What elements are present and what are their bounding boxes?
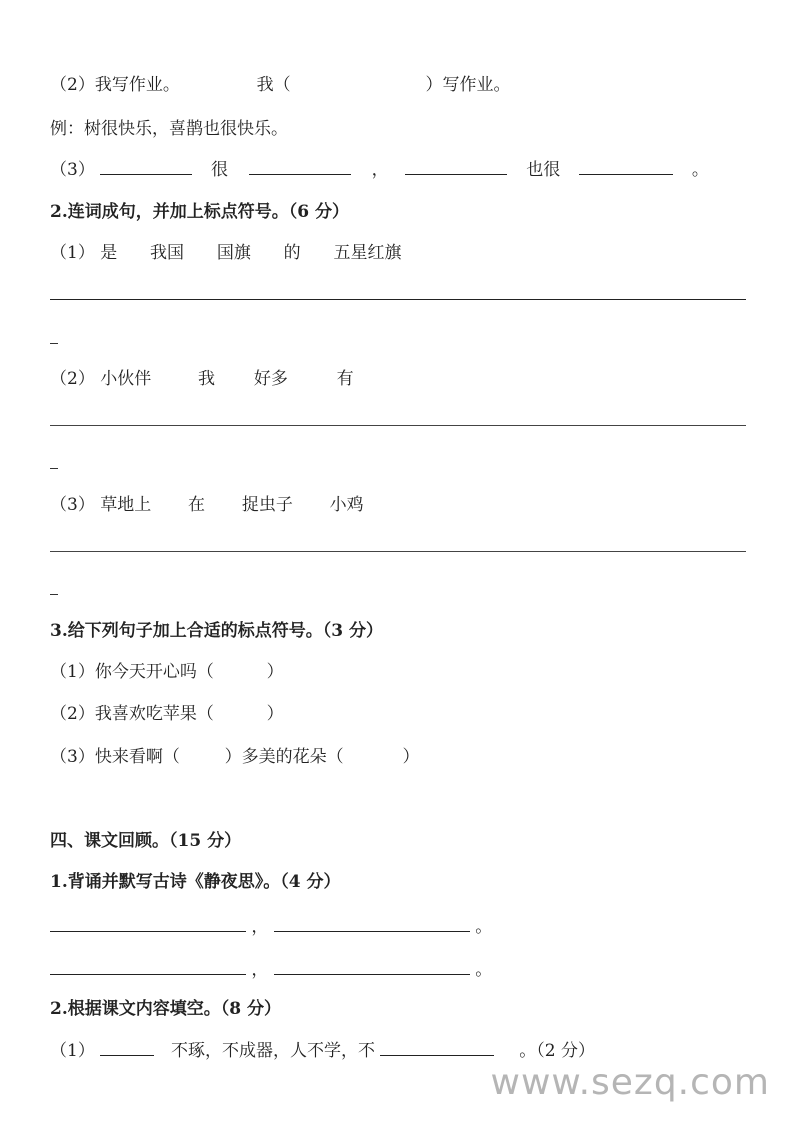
s2-item-3-num: （3） — [50, 495, 95, 515]
s2-item-1-num: （1） — [50, 243, 95, 263]
q3-blank-1[interactable] — [100, 160, 192, 175]
fill-text: 不琢，不成器，人不学，不 — [171, 1041, 376, 1061]
q3-blank-2[interactable] — [249, 160, 351, 175]
s2-title: 2.连词成句，并加上标点符号。（6 分） — [50, 202, 349, 222]
s3-line-1-text: （1）你今天开心吗（ — [50, 662, 214, 682]
fill-end: 。（2 分） — [519, 1041, 595, 1061]
poem-blank[interactable] — [274, 960, 470, 975]
s2-word: 是 — [100, 243, 118, 263]
poem-stop: 。 — [475, 917, 493, 937]
q2-rewrite-start: 我（ — [256, 75, 291, 95]
s3-line-3 — [50, 742, 419, 767]
answer-line-2[interactable] — [50, 425, 746, 426]
poem-blank[interactable] — [50, 917, 246, 932]
s2-item-2 — [50, 364, 354, 389]
example-line: 例：树很快乐，喜鹊也很快乐。 — [50, 119, 288, 139]
s3-line-3-text-b: ）多美的花朵（ — [224, 747, 344, 767]
fill-blank-1[interactable] — [100, 1041, 154, 1056]
q2-rewrite-end: ）写作业。 — [425, 75, 511, 95]
watermark: www.sezq.com — [490, 1062, 770, 1103]
q3-comma: ， — [371, 160, 389, 180]
poem-comma: ， — [251, 960, 269, 980]
s2-item-1 — [50, 238, 401, 263]
poem-stop: 。 — [475, 960, 493, 980]
s4-q1: 1.背诵并默写古诗《静夜思》。（4 分） — [50, 872, 341, 892]
paren-close: ） — [266, 662, 284, 682]
fill-num: （1） — [50, 1041, 95, 1061]
fill-blank-2[interactable] — [380, 1041, 494, 1056]
poem-comma: ， — [251, 917, 269, 937]
q2-text: （2）我写作业。 — [50, 75, 180, 95]
s2-item-2-num: （2） — [50, 369, 95, 389]
fill-line-1 — [50, 1036, 595, 1061]
s3-title: 3.给下列句子加上合适的标点符号。（3 分） — [50, 621, 383, 641]
q3-label: （3） — [50, 160, 95, 180]
poem-blank[interactable] — [50, 960, 246, 975]
answer-line-3-tail — [50, 594, 58, 595]
s3-line-3-text-a: （3）快来看啊（ — [50, 747, 180, 767]
poem-blank[interactable] — [274, 917, 470, 932]
s2-word: 我国 — [150, 243, 185, 263]
q2-line — [50, 70, 510, 95]
answer-line-2-tail — [50, 468, 58, 469]
q3-end: 。 — [691, 160, 709, 180]
s2-word: 我 — [198, 369, 216, 389]
s4-title: 四、课文回顾。（15 分） — [50, 831, 242, 851]
q3-yehen: 也很 — [526, 160, 561, 180]
q3-blank-4[interactable] — [579, 160, 673, 175]
q3-hen: 很 — [211, 160, 229, 180]
s3-line-2-text: （2）我喜欢吃苹果（ — [50, 704, 214, 724]
s3-line-1 — [50, 657, 284, 682]
poem-line-2 — [50, 955, 492, 980]
paren-close: ） — [266, 704, 284, 724]
s4-q2: 2.根据课文内容填空。（8 分） — [50, 999, 281, 1019]
s2-word: 五星红旗 — [333, 243, 402, 263]
s2-word: 小鸡 — [329, 495, 364, 515]
s2-word: 小伙伴 — [100, 369, 152, 389]
s2-word: 有 — [336, 369, 354, 389]
q3-blank-3[interactable] — [405, 160, 507, 175]
s2-word: 的 — [283, 243, 301, 263]
s2-word: 好多 — [253, 369, 288, 389]
s2-item-3 — [50, 490, 364, 515]
s2-word: 捉虫子 — [241, 495, 293, 515]
q3-line — [50, 155, 709, 180]
s2-word: 在 — [188, 495, 206, 515]
s2-word: 国旗 — [216, 243, 251, 263]
answer-line-1[interactable] — [50, 299, 746, 300]
s2-word: 草地上 — [100, 495, 152, 515]
answer-line-3[interactable] — [50, 551, 746, 552]
s3-line-2 — [50, 699, 284, 724]
paren-close: ） — [402, 747, 420, 767]
poem-line-1 — [50, 912, 492, 937]
answer-line-1-tail — [50, 343, 58, 344]
